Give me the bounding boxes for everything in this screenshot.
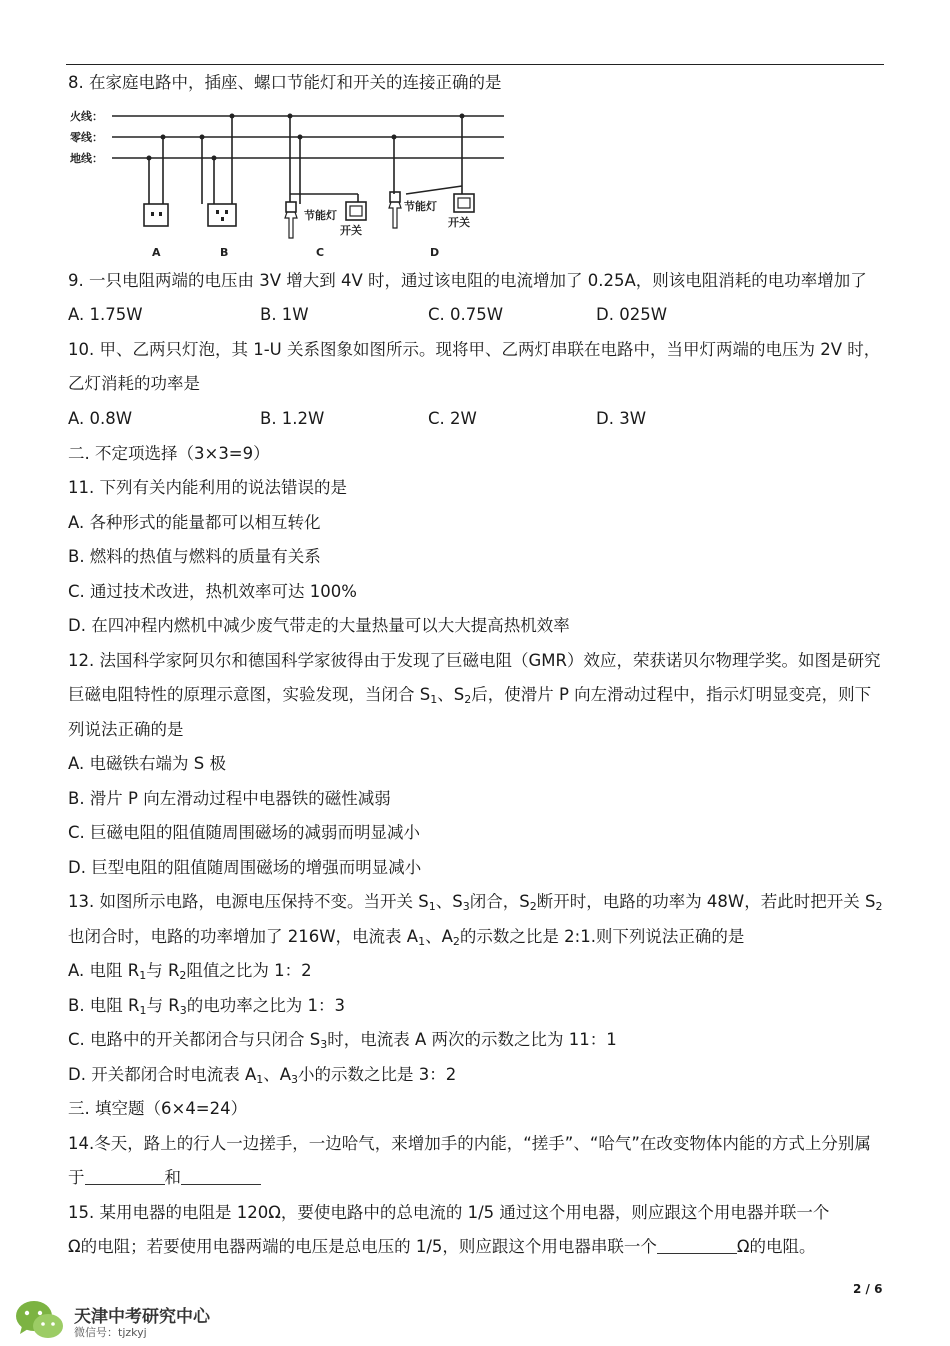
footer-title: 天津中考研究中心 <box>74 1307 210 1327</box>
wechat-logo-icon <box>14 1298 66 1342</box>
option-label-c: C <box>316 246 325 259</box>
question-12-line1: 12. 法国科学家阿贝尔和德国科学家彼得由于发现了巨磁电阻（GMR）效应，荣获诺贝尔物理学奖。如图是研究 <box>68 651 881 670</box>
question-13-line1: 13. 如图所示电路，电源电压保持不变。当开关 $S_1$、$S_3$闭合，$S_2$断开时，电路的功率为 48W，若此时把开关 $S_2$ <box>68 892 883 913</box>
q10-option-a: A. 0.8W <box>68 409 133 428</box>
answer-blank-3 <box>657 1239 737 1254</box>
question-10-line1: 10. 甲、乙两只灯泡，其 1-U 关系图象如图所示。现将甲、乙两灯串联在电路中，当甲灯两端的电压为 2V 时， <box>68 340 881 359</box>
q10-option-b: B. 1.2W <box>260 409 325 428</box>
lamp-label-c: 节能灯 <box>304 209 337 222</box>
question-14-line2: 于 和 <box>68 1167 261 1189</box>
section-3-heading: 三. 填空题（6×4=24） <box>68 1099 248 1118</box>
header-rule <box>66 64 884 65</box>
section-2-heading: 二. 不定项选择（3×3=9） <box>68 444 270 463</box>
page-number: 2 / 6 <box>853 1282 883 1296</box>
ground-wire-label: 地线： <box>70 152 103 165</box>
lamp-label-d: 节能灯 <box>404 200 437 213</box>
question-11: 11. 下列有关内能利用的说法错误的是 <box>68 478 347 497</box>
answer-blank-1 <box>85 1170 165 1185</box>
question-12-line3: 列说法正确的是 <box>68 720 184 739</box>
question-12-line2: 巨磁电阻特性的原理示意图，实验发现，当闭合 $S_1$、$S_2$后，使滑片 P 向左滑动过程中，指示灯明显变亮，则下 <box>68 685 872 706</box>
q9-option-d: D. 025W <box>596 305 668 324</box>
option-label-d: D <box>430 246 440 259</box>
q12-option-b: B. 滑片 P 向左滑动过程中电器铁的磁性减弱 <box>68 789 391 808</box>
q11-option-a: A. 各种形式的能量都可以相互转化 <box>68 513 321 532</box>
footer-brand <box>14 1298 210 1346</box>
question-14-line1: 14.冬天，路上的行人一边搓手，一边哈气，来增加手的内能，“搓手”、“哈气”在改变物体内能的方式上分别属 <box>68 1134 871 1153</box>
question-15-line1: 15. 某用电器的电阻是 120Ω，要使电路中的总电流的 1/5 通过这个用电器，则应跟这个用电器并联一个 <box>68 1203 830 1222</box>
q9-option-b: B. 1W <box>260 305 309 324</box>
q13-option-c: C. 电路中的开关都闭合与只闭合 $S_3$时，电流表 A 两次的示数之比为 11：1 <box>68 1030 617 1051</box>
question-9: 9. 一只电阻两端的电压由 3V 增大到 4V 时，通过该电阻的电流增加了 0.25A，则该电阻消耗的电功率增加了 <box>68 271 867 290</box>
question-15-line2: Ω的电阻；若要使用电器两端的电压是总电压的 1/5，则应跟这个用电器串联一个 Ω的电阻。 <box>68 1237 816 1256</box>
question-13-line2: 也闭合时，电路的功率增加了 216W，电流表 $A_1$、$A_2$的示数之比是 2:1.则下列说法正确的是 <box>68 927 745 948</box>
switch-label-d: 开关 <box>448 216 470 229</box>
switch-label-c: 开关 <box>340 224 362 237</box>
footer-wechat-id: 微信号：tjzkyj <box>74 1326 147 1339</box>
q13-option-d: D. 开关都闭合时电流表 $A_1$、$A_3$小的示数之比是 3：2 <box>68 1065 457 1086</box>
q11-option-d: D. 在四冲程内燃机中减少废气带走的大量热量可以大大提高热机效率 <box>68 616 570 635</box>
q9-option-a: A. 1.75W <box>68 305 143 324</box>
answer-blank-2 <box>181 1170 261 1185</box>
q11-option-c: C. 通过技术改进，热机效率可达 100% <box>68 582 357 601</box>
q13-option-a: A. 电阻 $R_1$与 $R_2$阻值之比为 1：2 <box>68 961 312 982</box>
q10-option-d: D. 3W <box>596 409 647 428</box>
q12-option-d: D. 巨型电阻的阻值随周围磁场的增强而明显减小 <box>68 858 422 877</box>
option-label-a: A <box>152 246 161 259</box>
q11-option-b: B. 燃料的热值与燃料的质量有关系 <box>68 547 321 566</box>
q12-option-c: C. 巨磁电阻的阻值随周围磁场的减弱而明显减小 <box>68 823 421 842</box>
q13-option-b: B. 电阻 $R_1$与 $R_3$的电功率之比为 1：3 <box>68 996 345 1017</box>
q10-option-c: C. 2W <box>428 409 477 428</box>
question-8: 8. 在家庭电路中，插座、螺口节能灯和开关的连接正确的是 <box>68 73 502 92</box>
live-wire-label: 火线： <box>70 110 103 123</box>
q12-option-a: A. 电磁铁右端为 S 极 <box>68 754 226 773</box>
house-circuit-figure <box>68 104 508 262</box>
option-label-b: B <box>220 246 229 259</box>
q9-option-c: C. 0.75W <box>428 305 504 324</box>
question-10-line2: 乙灯消耗的功率是 <box>68 374 200 393</box>
neutral-wire-label: 零线： <box>70 131 103 144</box>
